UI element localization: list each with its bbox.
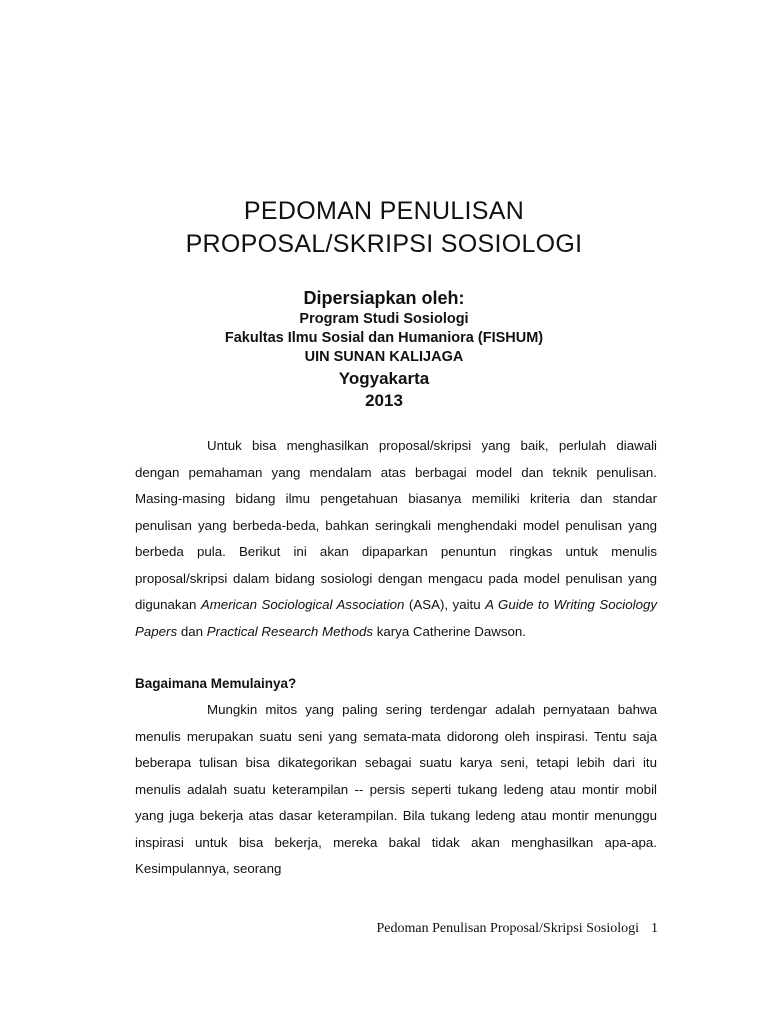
place-date-block — [0, 368, 768, 412]
page-footer — [376, 921, 658, 937]
organization-block — [0, 310, 768, 367]
city: Yogyakarta — [338, 369, 430, 388]
section-heading: Bagaimana Memulainya? — [135, 676, 297, 691]
title-line-1: PEDOMAN PENULISAN — [243, 197, 525, 225]
document-title — [0, 195, 768, 261]
footer-running-title: Pedoman Penulisan Proposal/Skripsi Sosiologi — [376, 921, 639, 936]
intro-text-2: (ASA), yaitu — [404, 597, 486, 612]
intro-italic-methods: Practical Research Methods — [206, 623, 374, 639]
intro-italic-asa: American Sociological Association — [200, 597, 405, 612]
prepared-by-label: Dipersiapkan oleh: — [303, 288, 465, 308]
intro-text-1: Untuk bisa menghasilkan proposal/skripsi yang baik, perlulah diawali dengan pemahaman yang mendalam atas berbagai model dan teknik penulisan. Masing-masing bidang ilmu pengetahuan biasanya memiliki kriteria dan standar penulisan yang berbeda-beda, bahkan seringkali menghendaki model penulisan yang berbeda pula. Berikut ini akan dipaparkan penuntun ringkas untuk menulis proposal/skripsi dalam bidang sosiologi dengan mengacu pada model penulisan yang digunakan — [135, 438, 657, 612]
org-faculty: Fakultas Ilmu Sosial dan Humaniora (FISHUM) — [224, 330, 544, 346]
org-university: UIN SUNAN KALIJAGA — [304, 349, 464, 365]
year: 2013 — [365, 391, 403, 410]
intro-italic-guide: A Guide to Writing Sociology Papers — [135, 597, 658, 639]
org-department: Program Studi Sosiologi — [299, 311, 469, 327]
intro-paragraph — [135, 433, 657, 645]
section-paragraph: Mungkin mitos yang paling sering terdengar adalah pernyataan bahwa menulis merupakan suatu seni yang semata-mata didorong oleh inspirasi. Tentu saja beberapa tulisan bisa dikategorikan sebagai suatu karya seni, tetapi lebih dari itu menulis adalah suatu keterampilan -- persis seperti tukang ledeng atau montir mobil yang juga bekerja atas dasar keterampilan. Bila tukang ledeng atau montir menunggu inspirasi untuk bisa bekerja, mereka bakal tidak akan menghasilkan apa-apa. Kesimpulannya, seorang — [135, 702, 657, 876]
title-line-2: PROPOSAL/SKRIPSI SOSIOLOGI — [185, 230, 583, 258]
intro-text-4: karya Catherine Dawson. — [373, 623, 527, 639]
page-number: 1 — [651, 921, 658, 936]
intro-text-3: dan — [177, 623, 207, 639]
